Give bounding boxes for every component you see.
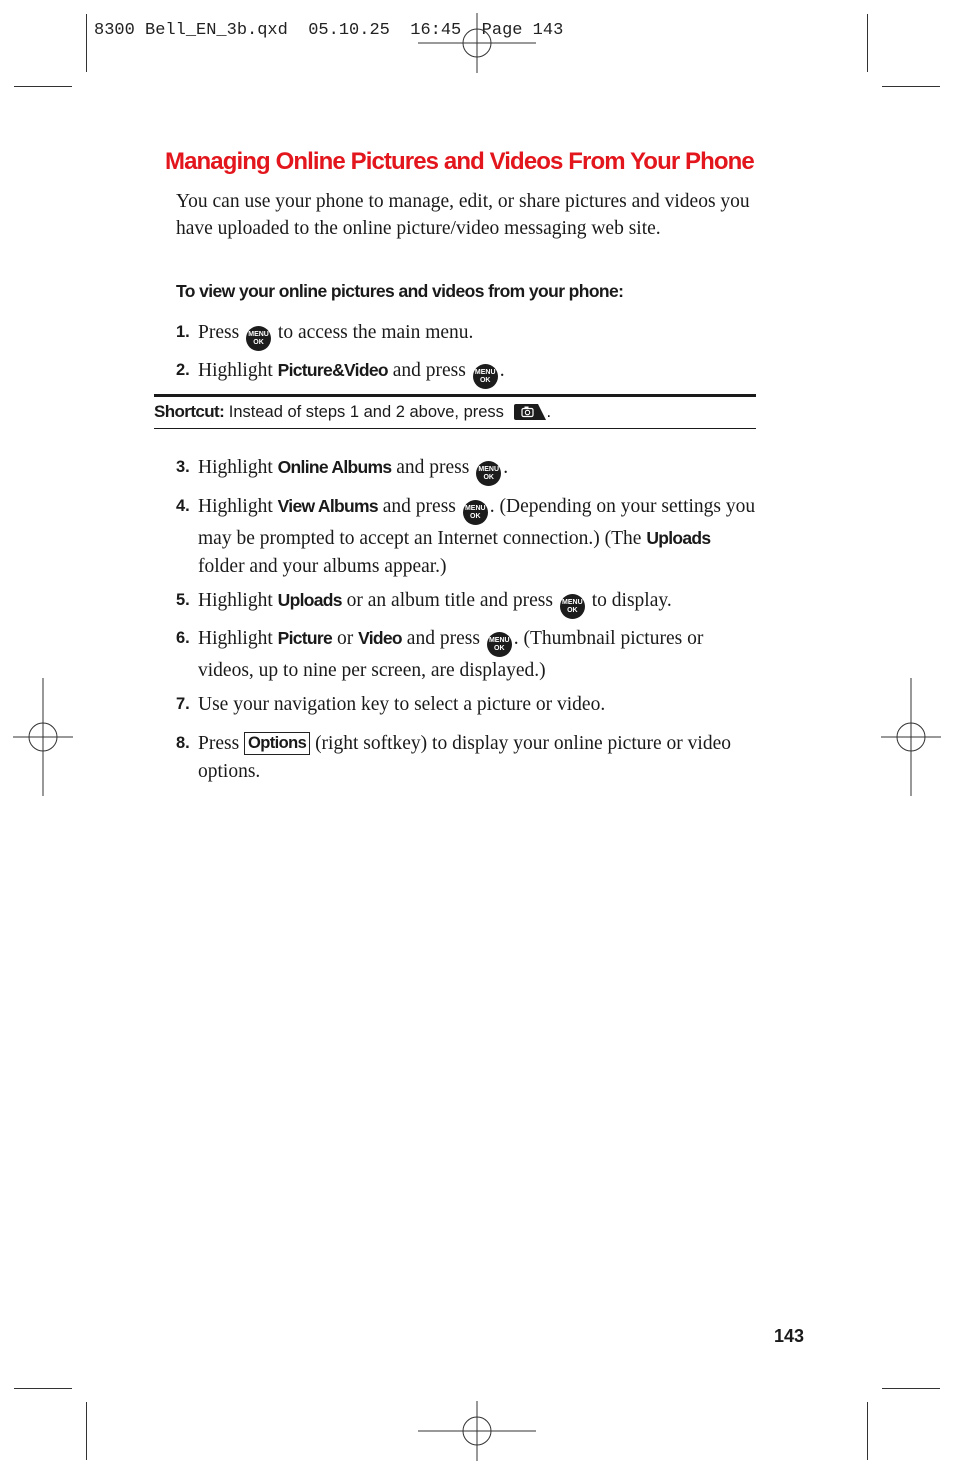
registration-mark-icon bbox=[13, 678, 73, 796]
crop-mark bbox=[86, 1402, 87, 1460]
step-text: or bbox=[336, 628, 354, 649]
crop-mark bbox=[86, 14, 87, 72]
registration-mark-icon bbox=[418, 1401, 536, 1461]
step-4 bbox=[176, 493, 756, 580]
step-number: 2. bbox=[176, 361, 190, 379]
step-text: Highlight bbox=[198, 628, 273, 649]
step-text: . bbox=[499, 360, 505, 381]
step-3 bbox=[176, 454, 756, 486]
crop-mark bbox=[14, 86, 72, 87]
key-label: MENU bbox=[474, 369, 496, 376]
step-7 bbox=[176, 691, 756, 719]
camera-key-icon bbox=[513, 403, 547, 421]
intro-paragraph: You can use your phone to manage, edit, or share pictures and videos you have uploaded to the online picture/video messaging web site. bbox=[176, 191, 750, 239]
print-slug: 8300 Bell_EN_3b.qxd 05.10.25 16:45 Page 143 bbox=[94, 21, 564, 40]
step-1 bbox=[176, 319, 756, 351]
crop-mark bbox=[867, 14, 868, 72]
step-number: 5. bbox=[176, 591, 190, 609]
step-number: 6. bbox=[176, 629, 190, 647]
crop-mark bbox=[882, 1388, 940, 1389]
step-text: and press bbox=[392, 360, 466, 381]
registration-mark-icon bbox=[881, 678, 941, 796]
menu-ok-key-icon bbox=[476, 461, 501, 486]
instructions-lead: To view your online pictures and videos from your phone: bbox=[176, 281, 624, 301]
page-number: 143 bbox=[774, 1326, 805, 1346]
step-text: to display. bbox=[591, 590, 672, 611]
step-5 bbox=[176, 587, 756, 619]
step-number: 7. bbox=[176, 695, 190, 713]
step-number: 4. bbox=[176, 497, 190, 515]
menu-item-name: View Albums bbox=[277, 496, 378, 516]
step-text: Press bbox=[198, 733, 240, 754]
step-text: Highlight bbox=[198, 457, 273, 478]
crop-mark bbox=[882, 86, 940, 87]
step-text: . bbox=[503, 457, 509, 478]
folder-name: Uploads bbox=[277, 590, 342, 610]
key-label: OK bbox=[470, 513, 481, 520]
key-label: MENU bbox=[248, 331, 269, 338]
step-2 bbox=[176, 357, 756, 389]
registration-mark-icon bbox=[418, 13, 536, 73]
key-label: MENU bbox=[478, 466, 500, 473]
step-6 bbox=[176, 625, 756, 685]
shortcut-box bbox=[154, 394, 756, 429]
step-number: 8. bbox=[176, 734, 190, 752]
step-text: and press bbox=[396, 457, 470, 478]
page-title: Managing Online Pictures and Videos From Your Phone bbox=[165, 148, 754, 175]
step-text: Highlight bbox=[198, 496, 273, 517]
crop-mark bbox=[14, 1388, 72, 1389]
key-label: OK bbox=[479, 377, 491, 384]
menu-item-name: Online Albums bbox=[277, 457, 392, 477]
key-label: OK bbox=[253, 339, 264, 346]
step-number: 3. bbox=[176, 458, 190, 476]
step-text: . (Thumbnail pictures or videos, up to nine per screen, are displayed.) bbox=[198, 628, 704, 681]
menu-ok-key-icon bbox=[560, 594, 585, 619]
key-label: OK bbox=[483, 474, 494, 481]
step-text: or an album title and press bbox=[346, 590, 553, 611]
shortcut-end: . bbox=[546, 403, 552, 421]
step-8 bbox=[176, 730, 756, 785]
step-text: (right softkey) to display your online picture or video options. bbox=[198, 733, 731, 782]
step-text: Highlight bbox=[198, 360, 273, 381]
crop-mark bbox=[867, 1402, 868, 1460]
menu-item-name: Video bbox=[358, 628, 402, 648]
menu-ok-key-icon bbox=[487, 632, 512, 657]
menu-ok-key-icon bbox=[246, 326, 271, 351]
key-label: OK bbox=[567, 607, 578, 614]
key-label: MENU bbox=[488, 637, 510, 644]
shortcut-text: Instead of steps 1 and 2 above, press bbox=[228, 403, 504, 421]
folder-name: Uploads bbox=[646, 528, 711, 548]
step-text: folder and your albums appear.) bbox=[198, 555, 447, 577]
step-number: 1. bbox=[176, 323, 190, 341]
step-text: and press bbox=[382, 496, 456, 517]
options-softkey-label: Options bbox=[244, 732, 310, 755]
menu-item-name: Picture bbox=[277, 628, 333, 648]
step-text: Press bbox=[198, 322, 240, 343]
key-label: MENU bbox=[464, 505, 486, 512]
step-text: Highlight bbox=[198, 590, 273, 611]
menu-ok-key-icon bbox=[463, 500, 488, 525]
menu-item-name: Picture&Video bbox=[277, 360, 388, 380]
step-text: . (Depending on your settings you may be prompted to accept an Internet connection.) (The bbox=[198, 496, 756, 549]
step-text: and press bbox=[406, 628, 480, 649]
key-label: MENU bbox=[562, 599, 583, 606]
shortcut-label: Shortcut: bbox=[154, 402, 225, 421]
step-text: to access the main menu. bbox=[277, 322, 474, 343]
key-label: OK bbox=[494, 645, 505, 652]
step-text: Use your navigation key to select a picture or video. bbox=[198, 694, 606, 715]
menu-ok-key-icon bbox=[473, 364, 498, 389]
